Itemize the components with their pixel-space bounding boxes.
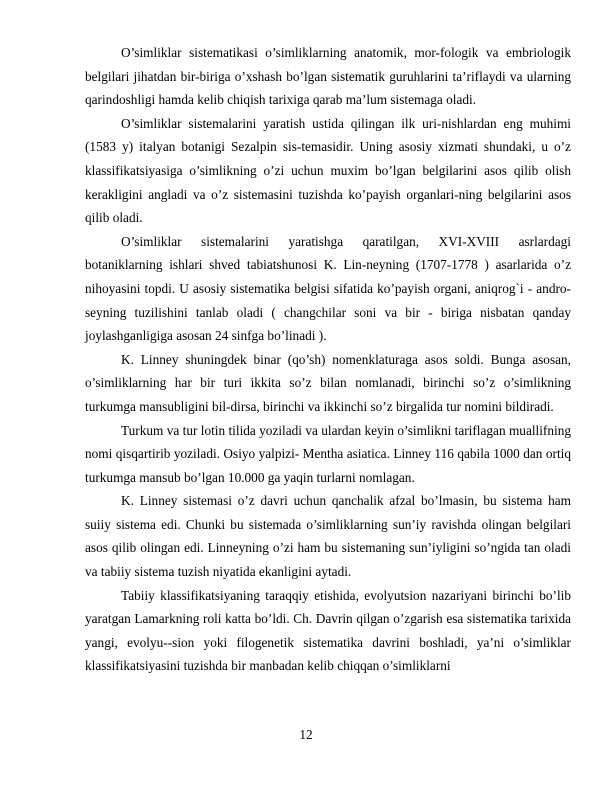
paragraph-3: O’simliklar sistemalarini yaratishga qaratilgan, XVI-XVIII asrlardagi botaniklarning ishlari shved tabiatshunosi K. Lin-neyning (1707-1778 ) asarlarida o’z nihoyasini topdi. U asosiy sistematika belgisi sifatida ko’payish organi, aniqrog`i - andro-seyning tuzilishini tanlab oladi ( changchilar soni va bir - biriga nisbatan qanday joylashganligiga asosan 24 sinfga bo’linadi ). xyxy=(85,233,571,344)
paragraph-7: Tabiiy klassifikatsiyaning taraqqiy etishida, evolyutsion nazariyani birinchi bo’lib yaratgan Lamarkning roli katta bo’ldi. Ch. Davrin qilgan o’zgarish esa sistematika tarixida yangi, evolyu--sion yoki filogenetik sistematika davrini boshladi, ya’ni o’simliklar klassifikatsiyasini tuzishda bir manbadan kelib chiqqan o’simliklarni xyxy=(85,587,571,674)
paragraph-1: O’simliklar sistematikasi o’simliklarning anatomik, mor-fologik va embriologik belgilari jihatdan bir-biriga o’xshash bo’lgan sistematik guruhlarini ta’riflaydi va ularning qarindoshligi hamda kelib chiqish tarixiga qarab ma’lum sistemaga oladi. xyxy=(85,45,571,108)
document-body xyxy=(85,41,571,678)
paragraph-4: K. Linney shuningdek binar (qo’sh) nomenklaturaga asos soldi. Bunga asosan, o’simliklarning har bir turi ikkita so’z bilan nomlanadi, birinchi so’z o’simlikning turkumga mansubligini bil-dirsa, birinchi va ikkinchi so’z birgalida tur nomini bildiradi. xyxy=(85,351,571,414)
page-number: 12 xyxy=(299,727,313,742)
paragraph-5: Turkum va tur lotin tilida yoziladi va ulardan keyin o’simlikni tariflagan muallifning nomi qisqartirib yoziladi. Osiyo yalpizi- Mentha asiatica. Linney 116 qabila 1000 dan ortiq turkumga mansub bo’lgan 10.000 ga yaqin turlarni nomlagan. xyxy=(85,422,571,485)
paragraph-2: O’simliklar sistemalarini yaratish ustida qilingan ilk uri-nishlardan eng muhimi (1583 y) italyan botanigi Sezalpin sis-temasidir. Uning asosiy xizmati shundaki, u o’z klassifikatsiyasiga o’simlikning o’zi uchun muxim bo’lgan belgilarini asos qilib olish kerakligini angladi va o’z sistemasini tuzishda ko’payish organlari-ning belgilarini asos qilib oladi. xyxy=(85,115,571,226)
paragraph-6: K. Linney sistemasi o’z davri uchun qanchalik afzal bo’lmasin, bu sistema ham suiiy sistema edi. Chunki bu sistemada o’simliklarning sun’iy ravishda olingan belgilari asos qilib olingan edi. Linneyning o’zi ham bu sistemaning sun’iyligini so’ngida tan oladi va tabiiy sistema tuzish niyatida ekanligini aytadi. xyxy=(85,493,571,580)
